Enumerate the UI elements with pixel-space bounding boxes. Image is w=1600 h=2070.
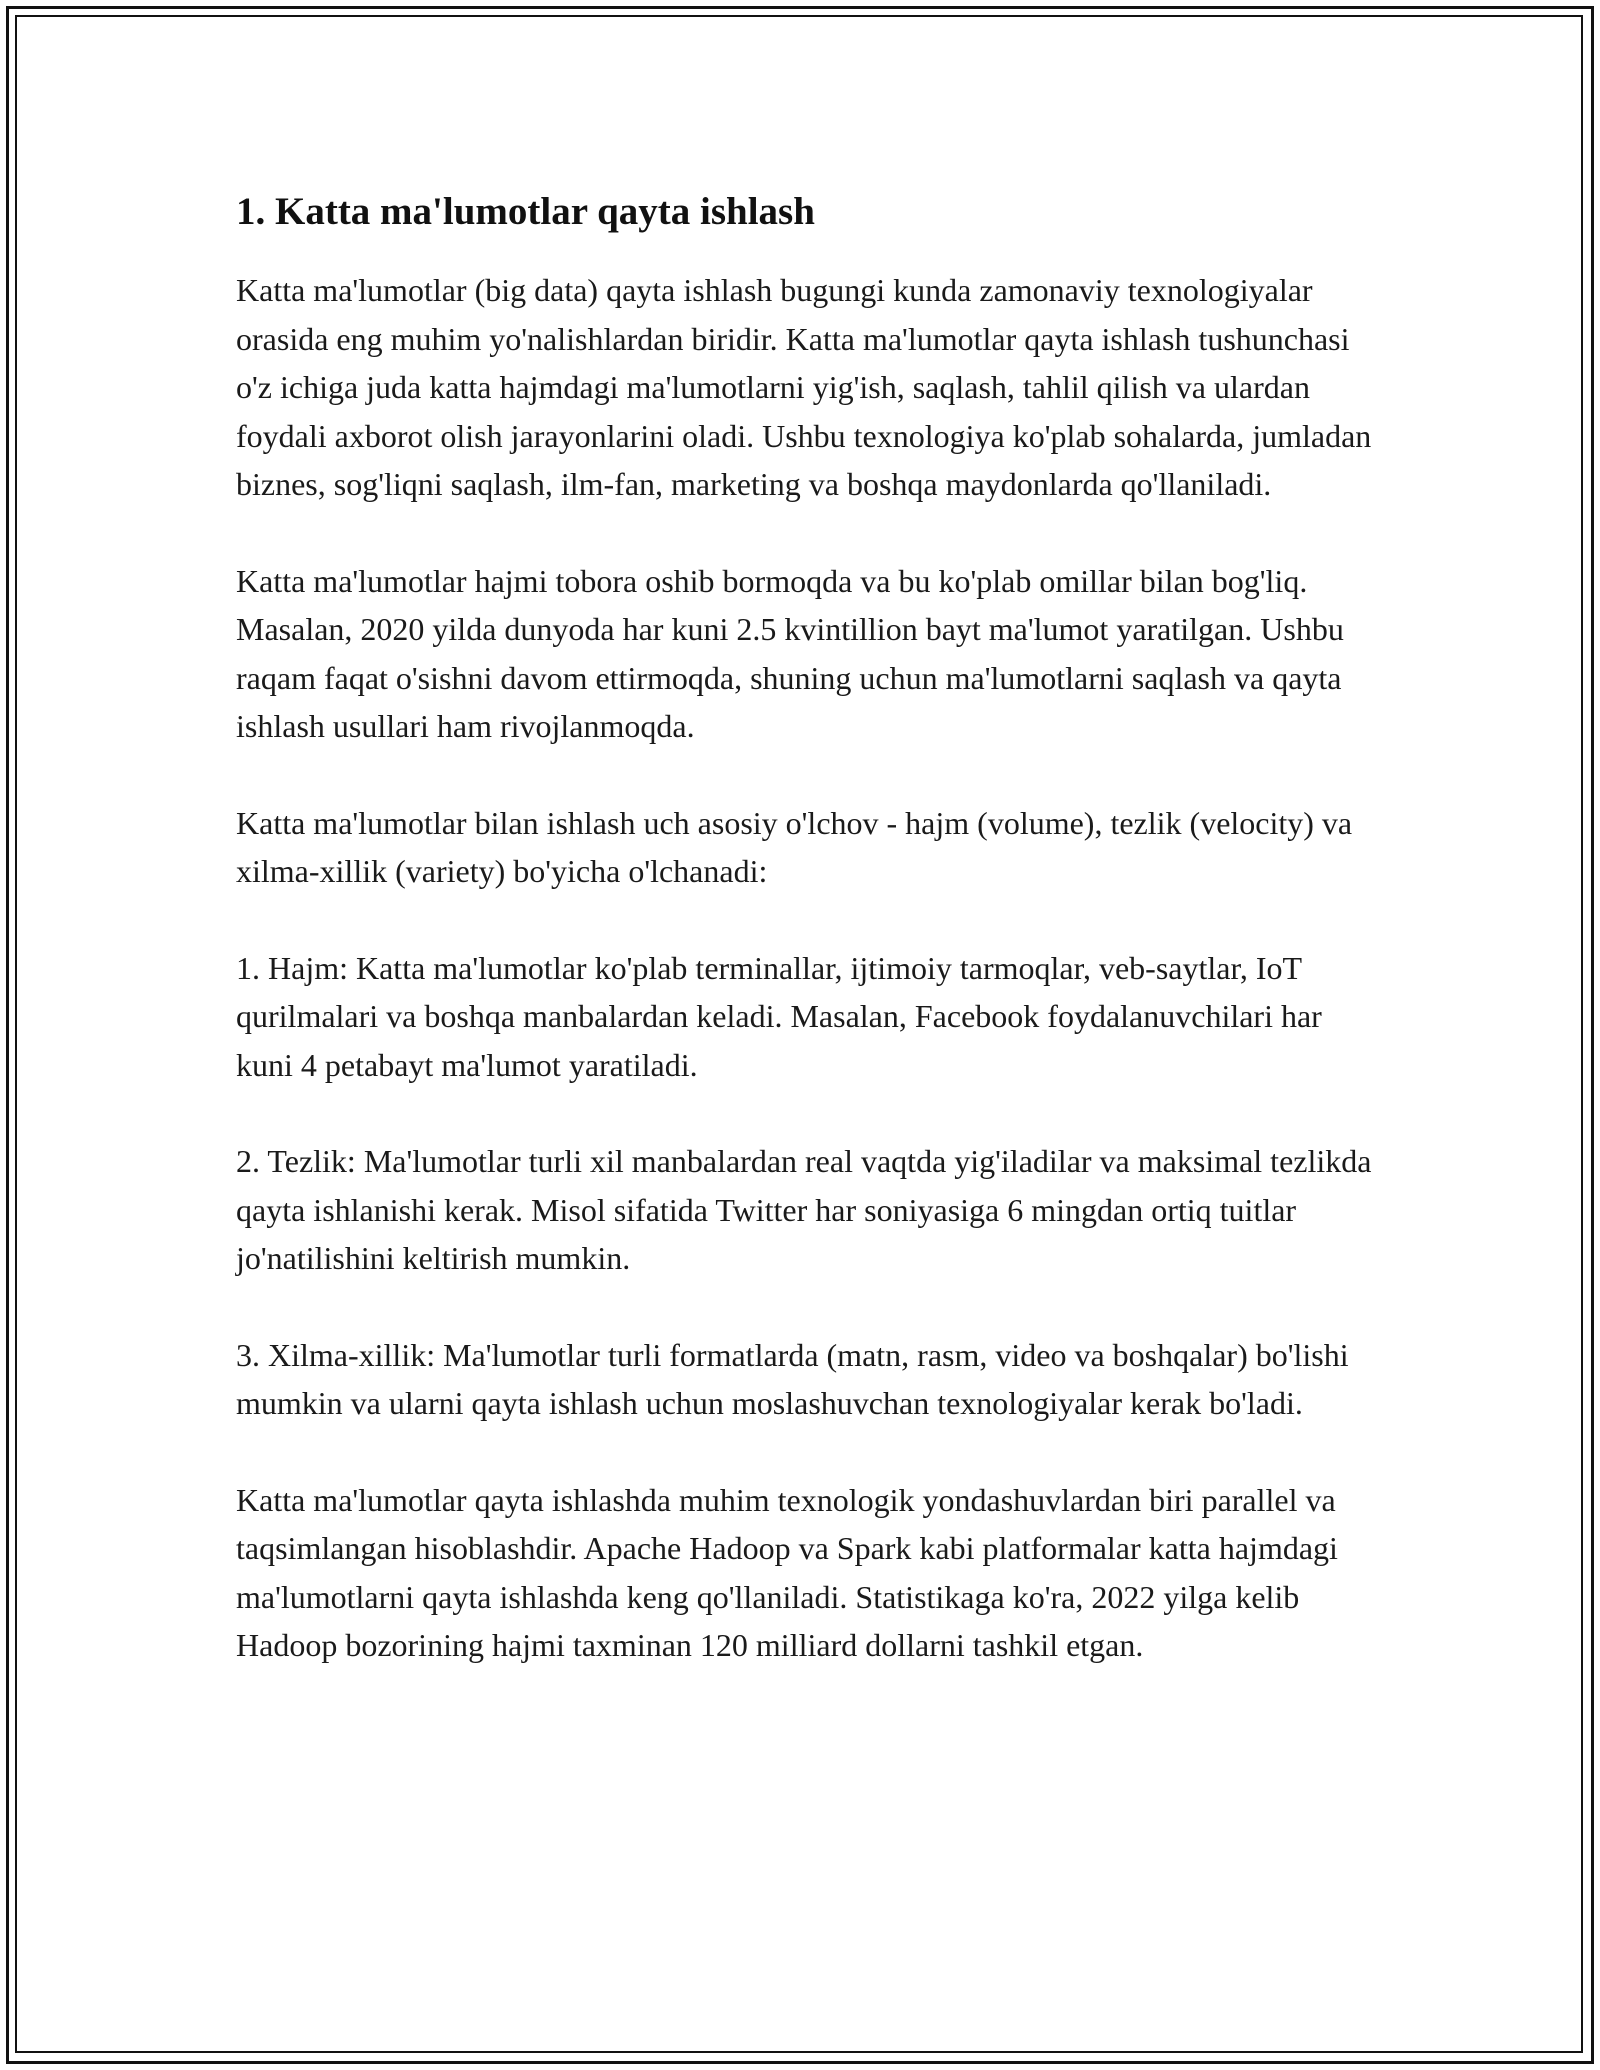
list-item-velocity: 2. Tezlik: Ma'lumotlar turli xil manbalardan real vaqtda yig'iladilar va maksimal tezlikda qayta ishlanishi kerak. Misol sifatida Twitter har soniyasiga 6 mingdan ortiq tuitlar jo'natilishini keltirish mumkin.: [236, 1143, 1372, 1276]
paragraph-technologies: Katta ma'lumotlar qayta ishlashda muhim texnologik yondashuvlardan biri parallel va taqsimlangan hisoblashdir. Apache Hadoop va Spark kabi platformalar katta hajmdagi ma'lumotlarni qayta ishlashda keng qo'llaniladi. Statistikaga ko'ra, 2022 yilga kelib Hadoop bozorining hajmi taxminan 120 milliard dollarni tashkil etgan.: [236, 1481, 1338, 1663]
paragraph-intro: Katta ma'lumotlar (big data) qayta ishlash bugungi kunda zamonaviy texnologiyalar orasida eng muhim yo'nalishlardan biridir. Katta ma'lumotlar qayta ishlash tushunchasi o'z ichiga juda katta hajmdagi ma'lumotlarni yig'ish, saqlash, tahlil qilish va ulardan foydali axborot olish jarayonlarini oladi. Ushbu texnologiya ko'plab sohalarda, jumladan biznes, sog'liqni saqlash, ilm-fan, marketing va boshqa maydonlarda qo'llaniladi.: [236, 272, 1372, 502]
list-item-variety: 3. Xilma-xillik: Ma'lumotlar turli formatlarda (matn, rasm, video va boshqalar) bo'lishi mumkin va ularni qayta ishlash uchun moslashuvchan texnologiyalar kerak bo'ladi.: [236, 1336, 1349, 1421]
paragraph-volume-growth: Katta ma'lumotlar hajmi tobora oshib bormoqda va bu ko'plab omillar bilan bog'liq. Masalan, 2020 yilda dunyoda har kuni 2.5 kvintillion bayt ma'lumot yaratilgan. Ushbu raqam faqat o'sishni davom ettirmoqda, shuning uchun ma'lumotlarni saqlash va qayta ishlash usullari ham rivojlanmoqda.: [236, 562, 1344, 744]
list-item-volume: 1. Hajm: Katta ma'lumotlar ko'plab terminallar, ijtimoiy tarmoqlar, veb-saytlar, IoT qurilmalari va boshqa manbalardan keladi. Masalan, Facebook foydalanuvchilari har kuni 4 petabayt ma'lumot yaratiladi.: [236, 949, 1322, 1083]
section-heading: 1. Katta ma'lumotlar qayta ishlash: [236, 190, 815, 233]
document-body: [236, 184, 1376, 1718]
paragraph-dimensions: Katta ma'lumotlar bilan ishlash uch asosiy o'lchov - hajm (volume), tezlik (velocity) va xilma-xillik (variety) bo'yicha o'lchanadi:: [236, 804, 1353, 889]
